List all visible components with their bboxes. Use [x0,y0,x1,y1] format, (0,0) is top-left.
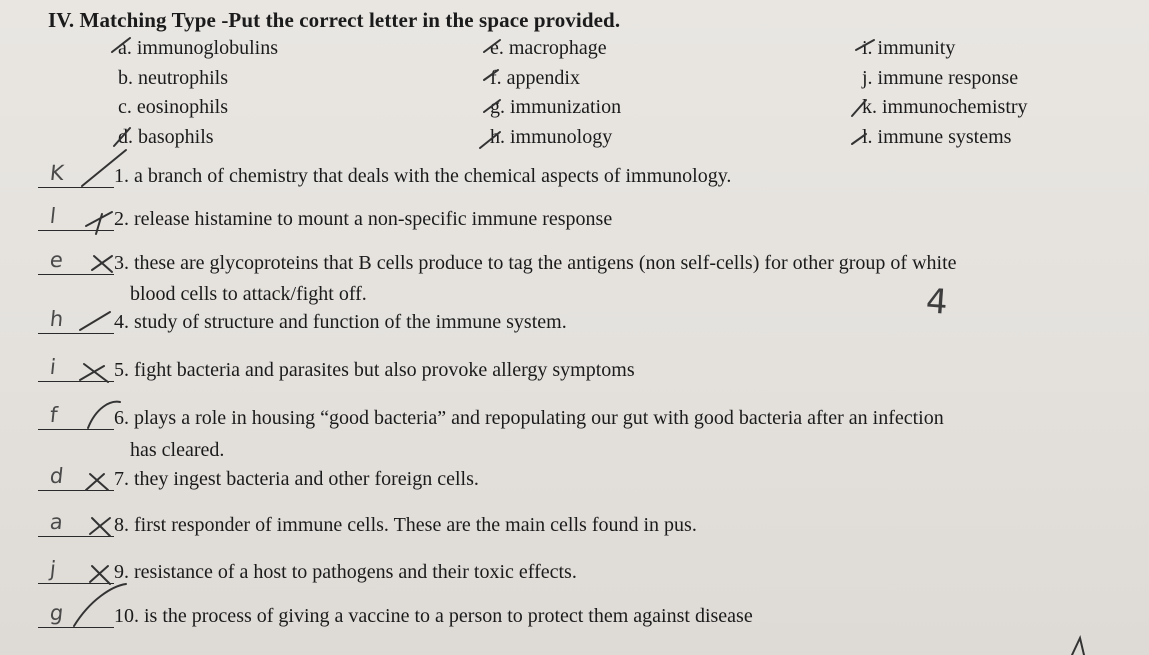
margin-note: 4 [924,281,950,323]
handwritten-answer: e [48,248,65,272]
question-10 [0,601,1149,635]
handwritten-answer: i [48,355,58,379]
question-text: 7. they ingest bacteria and other foreign cells. [114,468,479,490]
question-text: 4. study of structure and function of the immune system. [114,311,567,333]
question-4 [0,307,1149,341]
choice-f: f. appendix [490,67,580,89]
question-6 [0,403,1149,437]
choice-l: l. immune systems [862,126,1012,148]
handwritten-answer: d [48,464,65,488]
choice-g: g. immunization [490,96,622,118]
answer-blank[interactable] [38,490,114,491]
handwritten-answer: K [48,161,66,185]
question-text: 10. is the process of giving a vaccine to a person to protect them against disease [114,605,753,627]
question-5 [0,355,1149,389]
question-text: 9. resistance of a host to pathogens and their toxic effects. [114,561,577,583]
handwritten-answer: j [48,557,58,581]
answer-blank[interactable] [38,187,114,188]
choice-k: k. immunochemistry [862,96,1028,118]
question-6-continuation: has cleared. [130,439,225,461]
choice-c: c. eosinophils [118,96,228,118]
choice-e: e. macrophage [490,37,607,59]
handwritten-answer: f [48,403,59,427]
question-3-continuation: blood cells to attack/fight off. [130,283,367,305]
choice-j: j. immune response [862,67,1019,89]
choice-h: h. immunology [490,126,613,148]
handwritten-answer: g [48,601,65,625]
answer-blank[interactable] [38,230,114,231]
question-text: 1. a branch of chemistry that deals with the chemical aspects of immunology. [114,165,732,187]
question-8 [0,510,1149,544]
question-2 [0,204,1149,238]
question-text: 6. plays a role in housing “good bacteria” and repopulating our gut with good bacteria after an infection [114,407,944,429]
handwritten-answer: l [48,204,58,228]
answer-blank[interactable] [38,583,114,584]
choice-i: i. immunity [862,37,956,59]
page-title: IV. Matching Type -Put the correct letter in the space provided. [48,8,621,32]
corner-mark [1072,638,1084,655]
question-text: 8. first responder of immune cells. These are the main cells found in pus. [114,514,697,536]
answer-blank[interactable] [38,429,114,430]
handwritten-answer: a [48,510,65,534]
choice-d: d. basophils [118,126,214,148]
answer-blank[interactable] [38,381,114,382]
question-7 [0,464,1149,498]
question-text: 3. these are glycoproteins that B cells produce to tag the antigens (non self-cells) for other group of white [114,252,957,274]
question-9 [0,557,1149,591]
choice-a: a. immunoglobulins [118,37,278,59]
choice-b: b. neutrophils [118,67,228,89]
question-1 [0,161,1149,195]
question-text: 5. fight bacteria and parasites but also provoke allergy symptoms [114,359,635,381]
answer-blank[interactable] [38,274,114,275]
answer-blank[interactable] [38,627,114,628]
handwritten-answer: h [48,307,65,331]
answer-blank[interactable] [38,333,114,334]
question-3 [0,248,1149,282]
question-text: 2. release histamine to mount a non-specific immune response [114,208,613,230]
answer-blank[interactable] [38,536,114,537]
